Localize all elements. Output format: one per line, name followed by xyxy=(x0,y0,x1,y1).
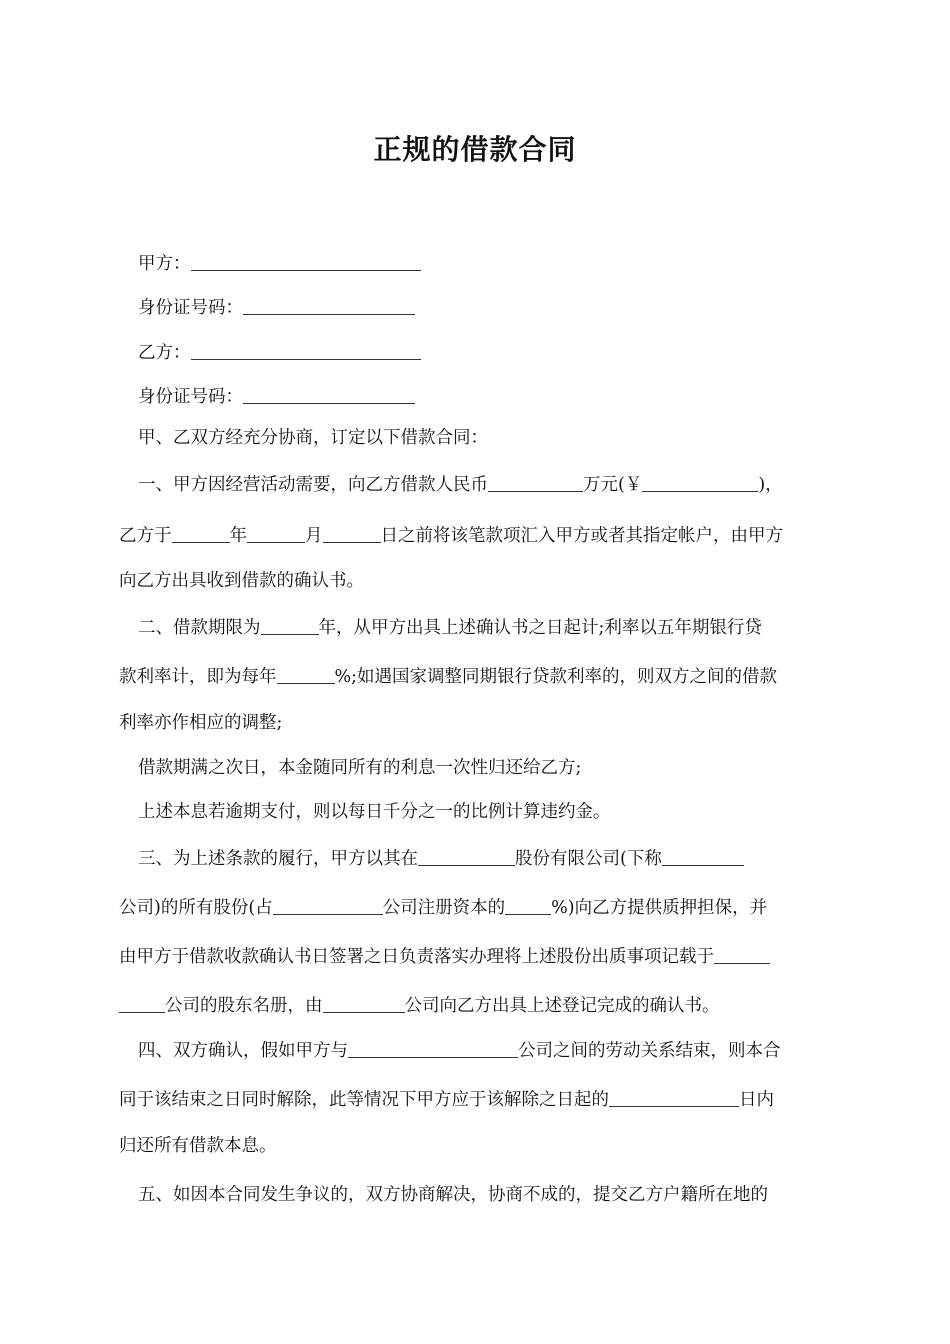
issuing-company-blank xyxy=(323,992,405,1013)
party-b-label: 乙方： xyxy=(138,343,191,363)
s3-text: %)向乙方提供质押担保，并 xyxy=(551,898,768,918)
section-3-line-1 xyxy=(138,843,833,872)
party-b-line xyxy=(138,337,833,366)
party-b-id-label: 身份证号码： xyxy=(138,387,243,407)
s2-text: %;如遇国家调整同期银行贷款利率的，则双方之间的借款 xyxy=(334,667,778,687)
section-4-line-2 xyxy=(119,1084,833,1113)
day-blank xyxy=(323,522,381,543)
register-company-blank-a xyxy=(714,943,770,964)
employer-blank xyxy=(348,1037,518,1058)
intro-line: 甲、乙双方经充分协商，订定以下借款合同： xyxy=(138,428,488,448)
s3-text: 公司的股东名册，由 xyxy=(165,996,323,1016)
month-blank xyxy=(247,522,305,543)
s3-text: 由甲方于借款收款确认书日签署之日负责落实办理将上述股份出质事项记载于 xyxy=(119,947,714,967)
section-1-line-2 xyxy=(119,520,833,549)
term-years-blank xyxy=(261,614,319,635)
company-blank xyxy=(418,845,515,866)
s4-text: 日内 xyxy=(739,1090,774,1110)
s1-text: 日之前将该笔款项汇入甲方或者其指定帐户，由甲方 xyxy=(380,526,783,546)
section-1-line-1 xyxy=(138,469,833,498)
amount-figure-blank xyxy=(642,471,758,492)
party-a-id-line xyxy=(138,292,833,321)
s2-text: 款利率计，即为每年 xyxy=(119,667,277,687)
party-a-id-label: 身份证号码： xyxy=(138,298,243,318)
section-5-line-1: 五、如因本合同发生争议的，双方协商解决，协商不成的，提交乙方户籍所在地的 xyxy=(138,1185,768,1205)
section-2-line-3: 利率亦作相应的调整; xyxy=(119,713,283,733)
share-company-blank xyxy=(273,894,383,915)
s3-text: 公司注册资本的 xyxy=(382,898,506,918)
s2-text: 年，从甲方出具上述确认书之日起计;利率以五年期银行贷 xyxy=(318,618,762,638)
section-4-line-3: 归还所有借款本息。 xyxy=(119,1136,277,1156)
section-3-line-2 xyxy=(119,892,833,921)
s1-text: 万元(￥ xyxy=(583,475,643,495)
section-2-line-1 xyxy=(138,612,833,641)
section-1-line-3: 向乙方出具收到借款的确认书。 xyxy=(119,571,364,591)
party-a-line xyxy=(138,248,833,277)
party-b-blank xyxy=(191,339,421,360)
document-title: 正规的借款合同 xyxy=(373,133,577,166)
party-a-id-blank xyxy=(243,294,415,315)
party-b-id-blank xyxy=(243,383,415,404)
amount-blank xyxy=(488,471,583,492)
s3-text: 三、为上述条款的履行，甲方以其在 xyxy=(138,849,418,869)
section-4-line-1 xyxy=(138,1035,833,1064)
share-percent-blank xyxy=(505,894,551,915)
s1-text: 年 xyxy=(229,526,247,546)
s3-text: 股份有限公司(下称 xyxy=(515,849,662,869)
s1-text: )， xyxy=(758,475,783,495)
s3-text: 公司向乙方出具上述登记完成的确认书。 xyxy=(404,996,720,1016)
s3-text: 公司)的所有股份(占 xyxy=(119,898,273,918)
section-3-line-3 xyxy=(119,941,833,970)
party-b-id-line xyxy=(138,381,833,410)
s4-text: 公司之间的劳动关系结束，则本合 xyxy=(518,1041,781,1061)
s1-text: 乙方于 xyxy=(119,526,172,546)
section-2-line-4: 借款期满之次日，本金随同所有的利息一次性归还给乙方; xyxy=(138,758,582,778)
s4-text: 四、双方确认，假如甲方与 xyxy=(138,1041,348,1061)
party-a-label: 甲方： xyxy=(138,254,191,274)
rate-blank xyxy=(277,663,335,684)
s2-text: 二、借款期限为 xyxy=(138,618,261,638)
company-short-blank xyxy=(662,845,744,866)
register-company-blank-b xyxy=(119,992,165,1013)
repay-days-blank xyxy=(609,1086,739,1107)
s1-text: 一、甲方因经营活动需要，向乙方借款人民币 xyxy=(138,475,488,495)
year-blank xyxy=(172,522,230,543)
section-2-line-2 xyxy=(119,661,833,690)
s4-text: 同于该结束之日同时解除，此等情况下甲方应于该解除之日起的 xyxy=(119,1090,609,1110)
section-2-line-5: 上述本息若逾期支付，则以每日千分之一的比例计算违约金。 xyxy=(138,802,611,822)
section-3-line-4 xyxy=(119,990,833,1019)
s1-text: 月 xyxy=(305,526,323,546)
party-a-blank xyxy=(191,250,421,271)
